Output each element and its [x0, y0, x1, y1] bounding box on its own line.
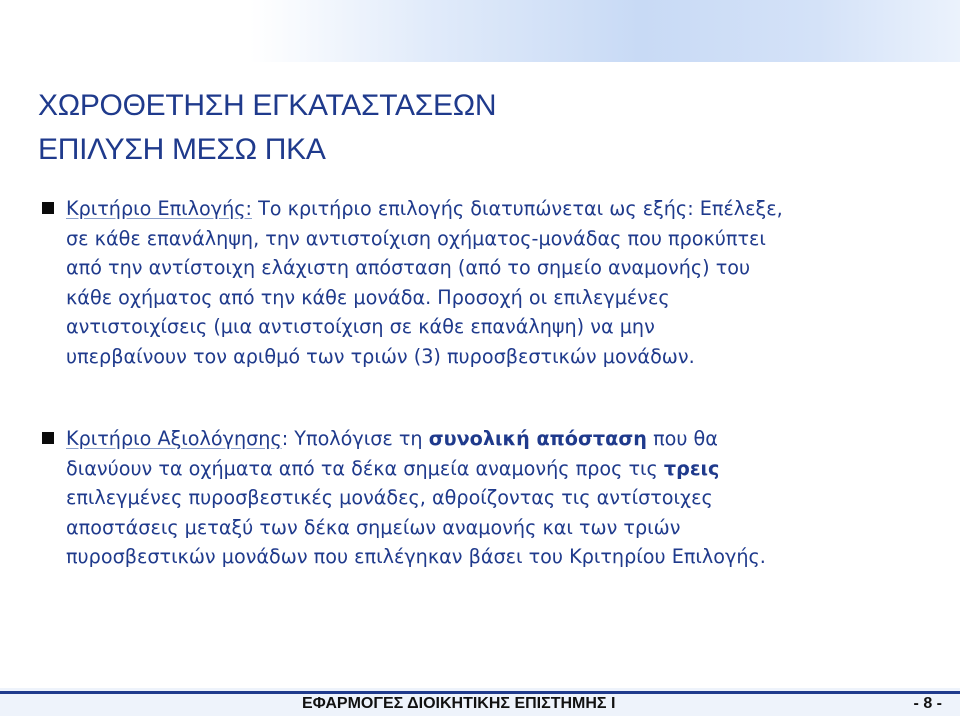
text-segment: που θα	[646, 427, 718, 450]
bullet-line: επιλεγμένες πυροσβεστικές μονάδες, αθροίζοντας τις αντίστοιχες	[66, 486, 713, 510]
square-bullet-icon	[42, 432, 54, 444]
bullet-line: σε κάθε επανάληψη, την αντιστοίχιση οχήματος-μονάδας που προκύπτει	[66, 226, 766, 250]
slide-title	[38, 84, 918, 172]
footer-rule	[0, 691, 960, 694]
footer-course-title: ΕΦΑΡΜΟΓΕΣ ΔΙΟΙΚΗΤΙΚΗΣ ΕΠΙΣΤΗΜΗΣ Ι	[302, 695, 616, 712]
bullet-line: από την αντίστοιχη ελάχιστη απόσταση (από το σημείο αναμονής) του	[66, 256, 751, 280]
text-segment: : Υπολόγισε τη	[281, 427, 429, 450]
bullet-text	[66, 424, 902, 572]
bullet-line: αντιστοιχίσεις (μια αντιστοίχιση σε κάθε επανάληψη) να μην	[66, 315, 655, 339]
bullet-line	[66, 454, 902, 484]
bullet-text	[66, 194, 902, 372]
slide-title-line-1: ΧΩΡΟΘΕΤΗΣΗ ΕΓΚΑΤΑΣΤΑΣΕΩΝ	[38, 89, 497, 122]
bullet-evaluation-criterion	[42, 424, 902, 572]
selection-criterion-label: Κριτήριο Επιλογής:	[66, 197, 252, 220]
evaluation-criterion-label: Κριτήριο Αξιολόγησης	[66, 427, 282, 450]
bullet-line	[66, 424, 902, 454]
slide-title-line-2: ΕΠΙΛΥΣΗ ΜΕΣΩ ΠΚΑ	[38, 133, 326, 166]
bullet-line: υπερβαίνουν τον αριθμό των τριών (3) πυροσβεστικών μονάδων.	[66, 344, 695, 368]
bullet-line: κάθε οχήματος από την κάθε μονάδα. Προσοχή οι επιλεγμένες	[66, 285, 670, 309]
bullet-line: πυροσβεστικών μονάδων που επιλέγηκαν βάσει του Κριτηρίου Επιλογής.	[66, 545, 766, 569]
text-segment: Το κριτήριο επιλογής διατυπώνεται ως εξής: Επέλεξε,	[251, 197, 783, 220]
page-number: - 8 -	[913, 695, 942, 712]
bullet-selection-criterion	[42, 194, 902, 372]
square-bullet-icon	[42, 202, 54, 214]
text-segment: διανύουν τα οχήματα από τα δέκα σημεία αναμονής προς τις	[66, 456, 664, 480]
emphasis-total-distance: συνολική απόσταση	[428, 427, 647, 450]
bullet-line: αποστάσεις μεταξύ των δέκα σημείων αναμονής και των τριών	[66, 515, 681, 539]
emphasis-three: τρεις	[663, 456, 720, 480]
header-gradient-band	[250, 0, 960, 62]
bullet-line	[66, 194, 902, 224]
